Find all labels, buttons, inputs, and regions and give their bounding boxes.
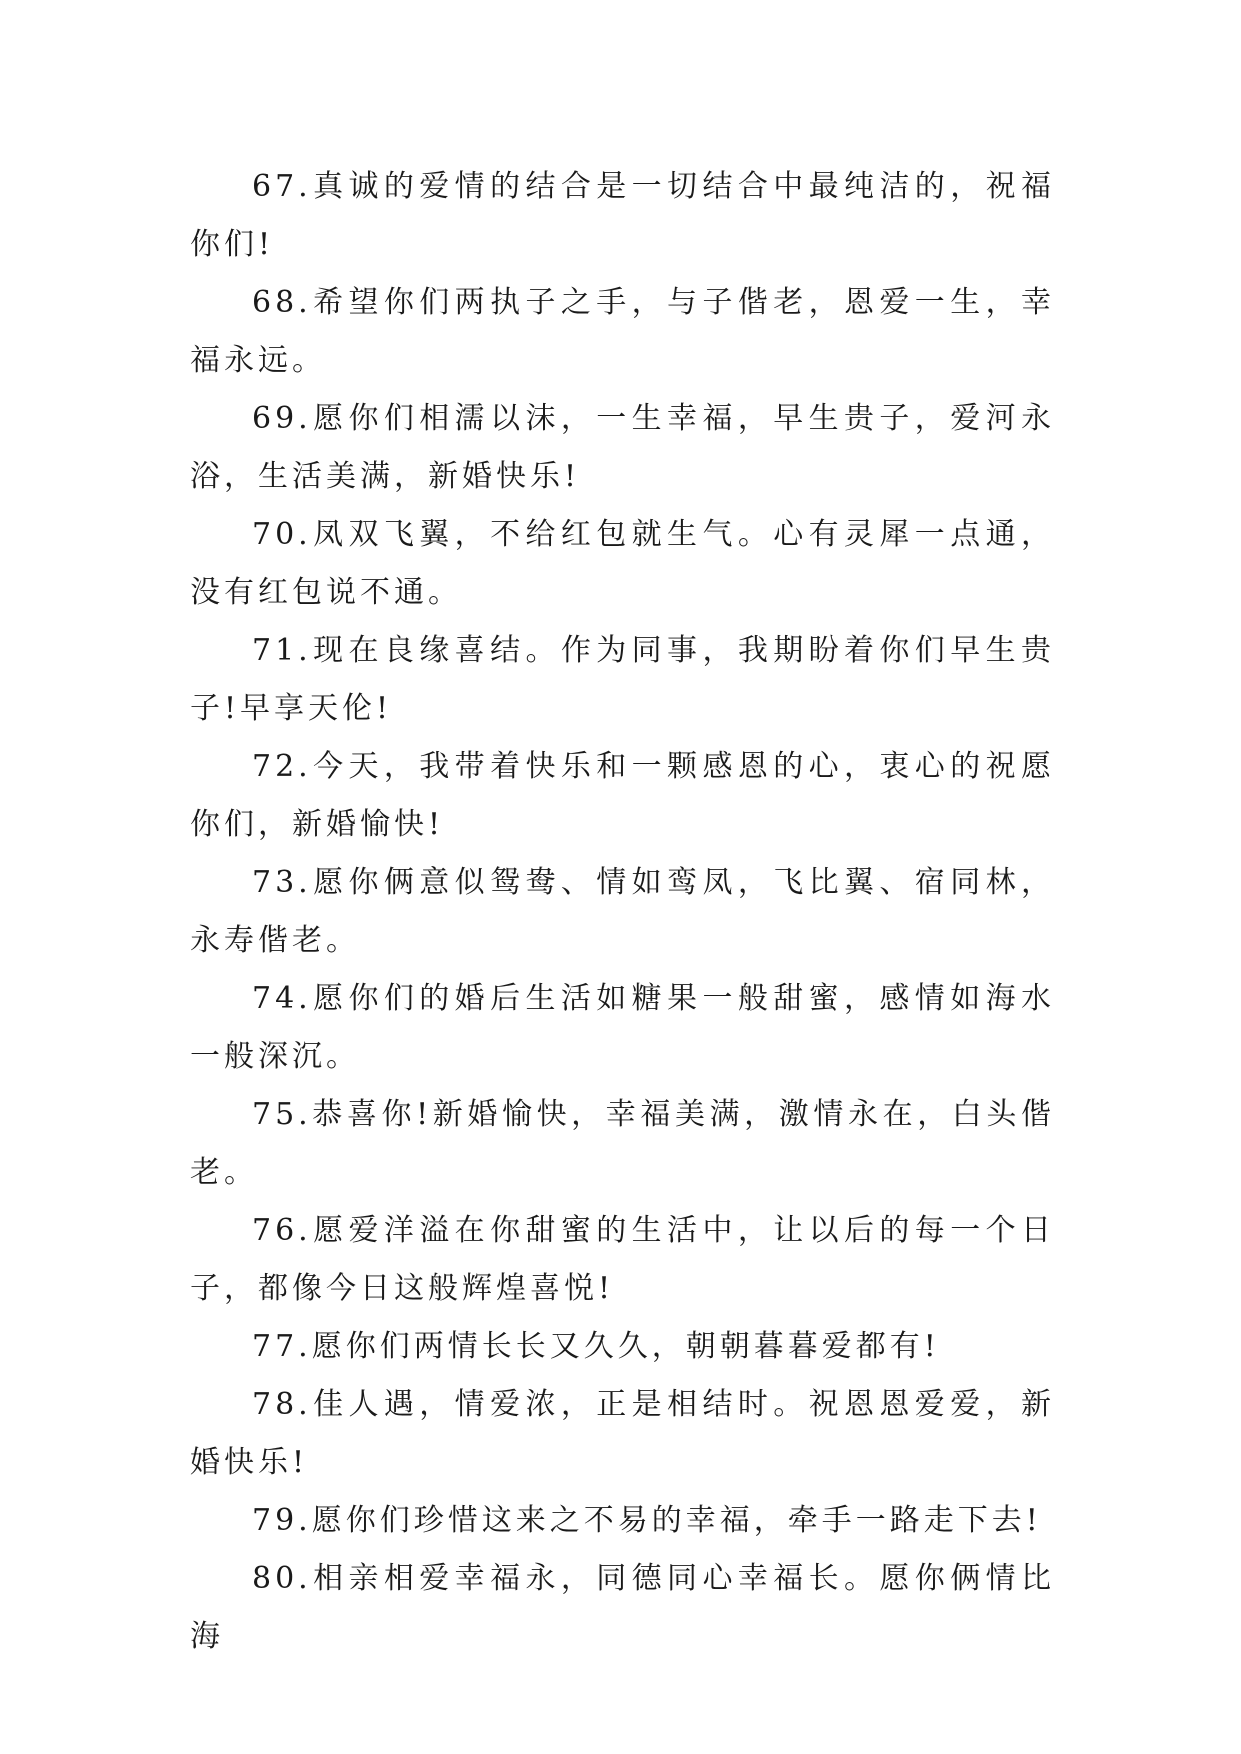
paragraph-77: 77.愿你们两情长长又久久，朝朝暮暮爱都有! [252, 1329, 940, 1364]
paragraph-68: 68.希望你们两执子之手，与子偕老，恩爱一生，幸福永远。 [190, 285, 1055, 378]
paragraph-78: 78.佳人遇，情爱浓，正是相结时。祝恩恩爱爱，新婚快乐! [190, 1387, 1055, 1480]
paragraph-80: 80.相亲相爱幸福永，同德同心幸福长。愿你俩情比海 [190, 1561, 1055, 1654]
document-body [190, 158, 1055, 1666]
paragraph-72: 72.今天，我带着快乐和一颗感恩的心，衷心的祝愿你们，新婚愉快! [190, 749, 1055, 842]
paragraph-73: 73.愿你俩意似鸳鸯、情如鸾凤，飞比翼、宿同林，永寿偕老。 [190, 865, 1055, 958]
paragraph-67: 67.真诚的爱情的结合是一切结合中最纯洁的，祝福你们! [190, 169, 1055, 262]
paragraph-71: 71.现在良缘喜结。作为同事，我期盼着你们早生贵子!早享天伦! [190, 633, 1055, 726]
paragraph-75: 75.恭喜你!新婚愉快，幸福美满，激情永在，白头偕老。 [190, 1097, 1055, 1190]
paragraph-79: 79.愿你们珍惜这来之不易的幸福，牵手一路走下去! [252, 1503, 1042, 1538]
paragraph-69: 69.愿你们相濡以沫，一生幸福，早生贵子，爱河永浴，生活美满，新婚快乐! [190, 401, 1055, 494]
paragraph-76: 76.愿爱洋溢在你甜蜜的生活中，让以后的每一个日子，都像今日这般辉煌喜悦! [190, 1213, 1055, 1306]
paragraph-70: 70.凤双飞翼，不给红包就生气。心有灵犀一点通，没有红包说不通。 [190, 517, 1055, 610]
paragraph-74: 74.愿你们的婚后生活如糖果一般甜蜜，感情如海水一般深沉。 [190, 981, 1055, 1074]
